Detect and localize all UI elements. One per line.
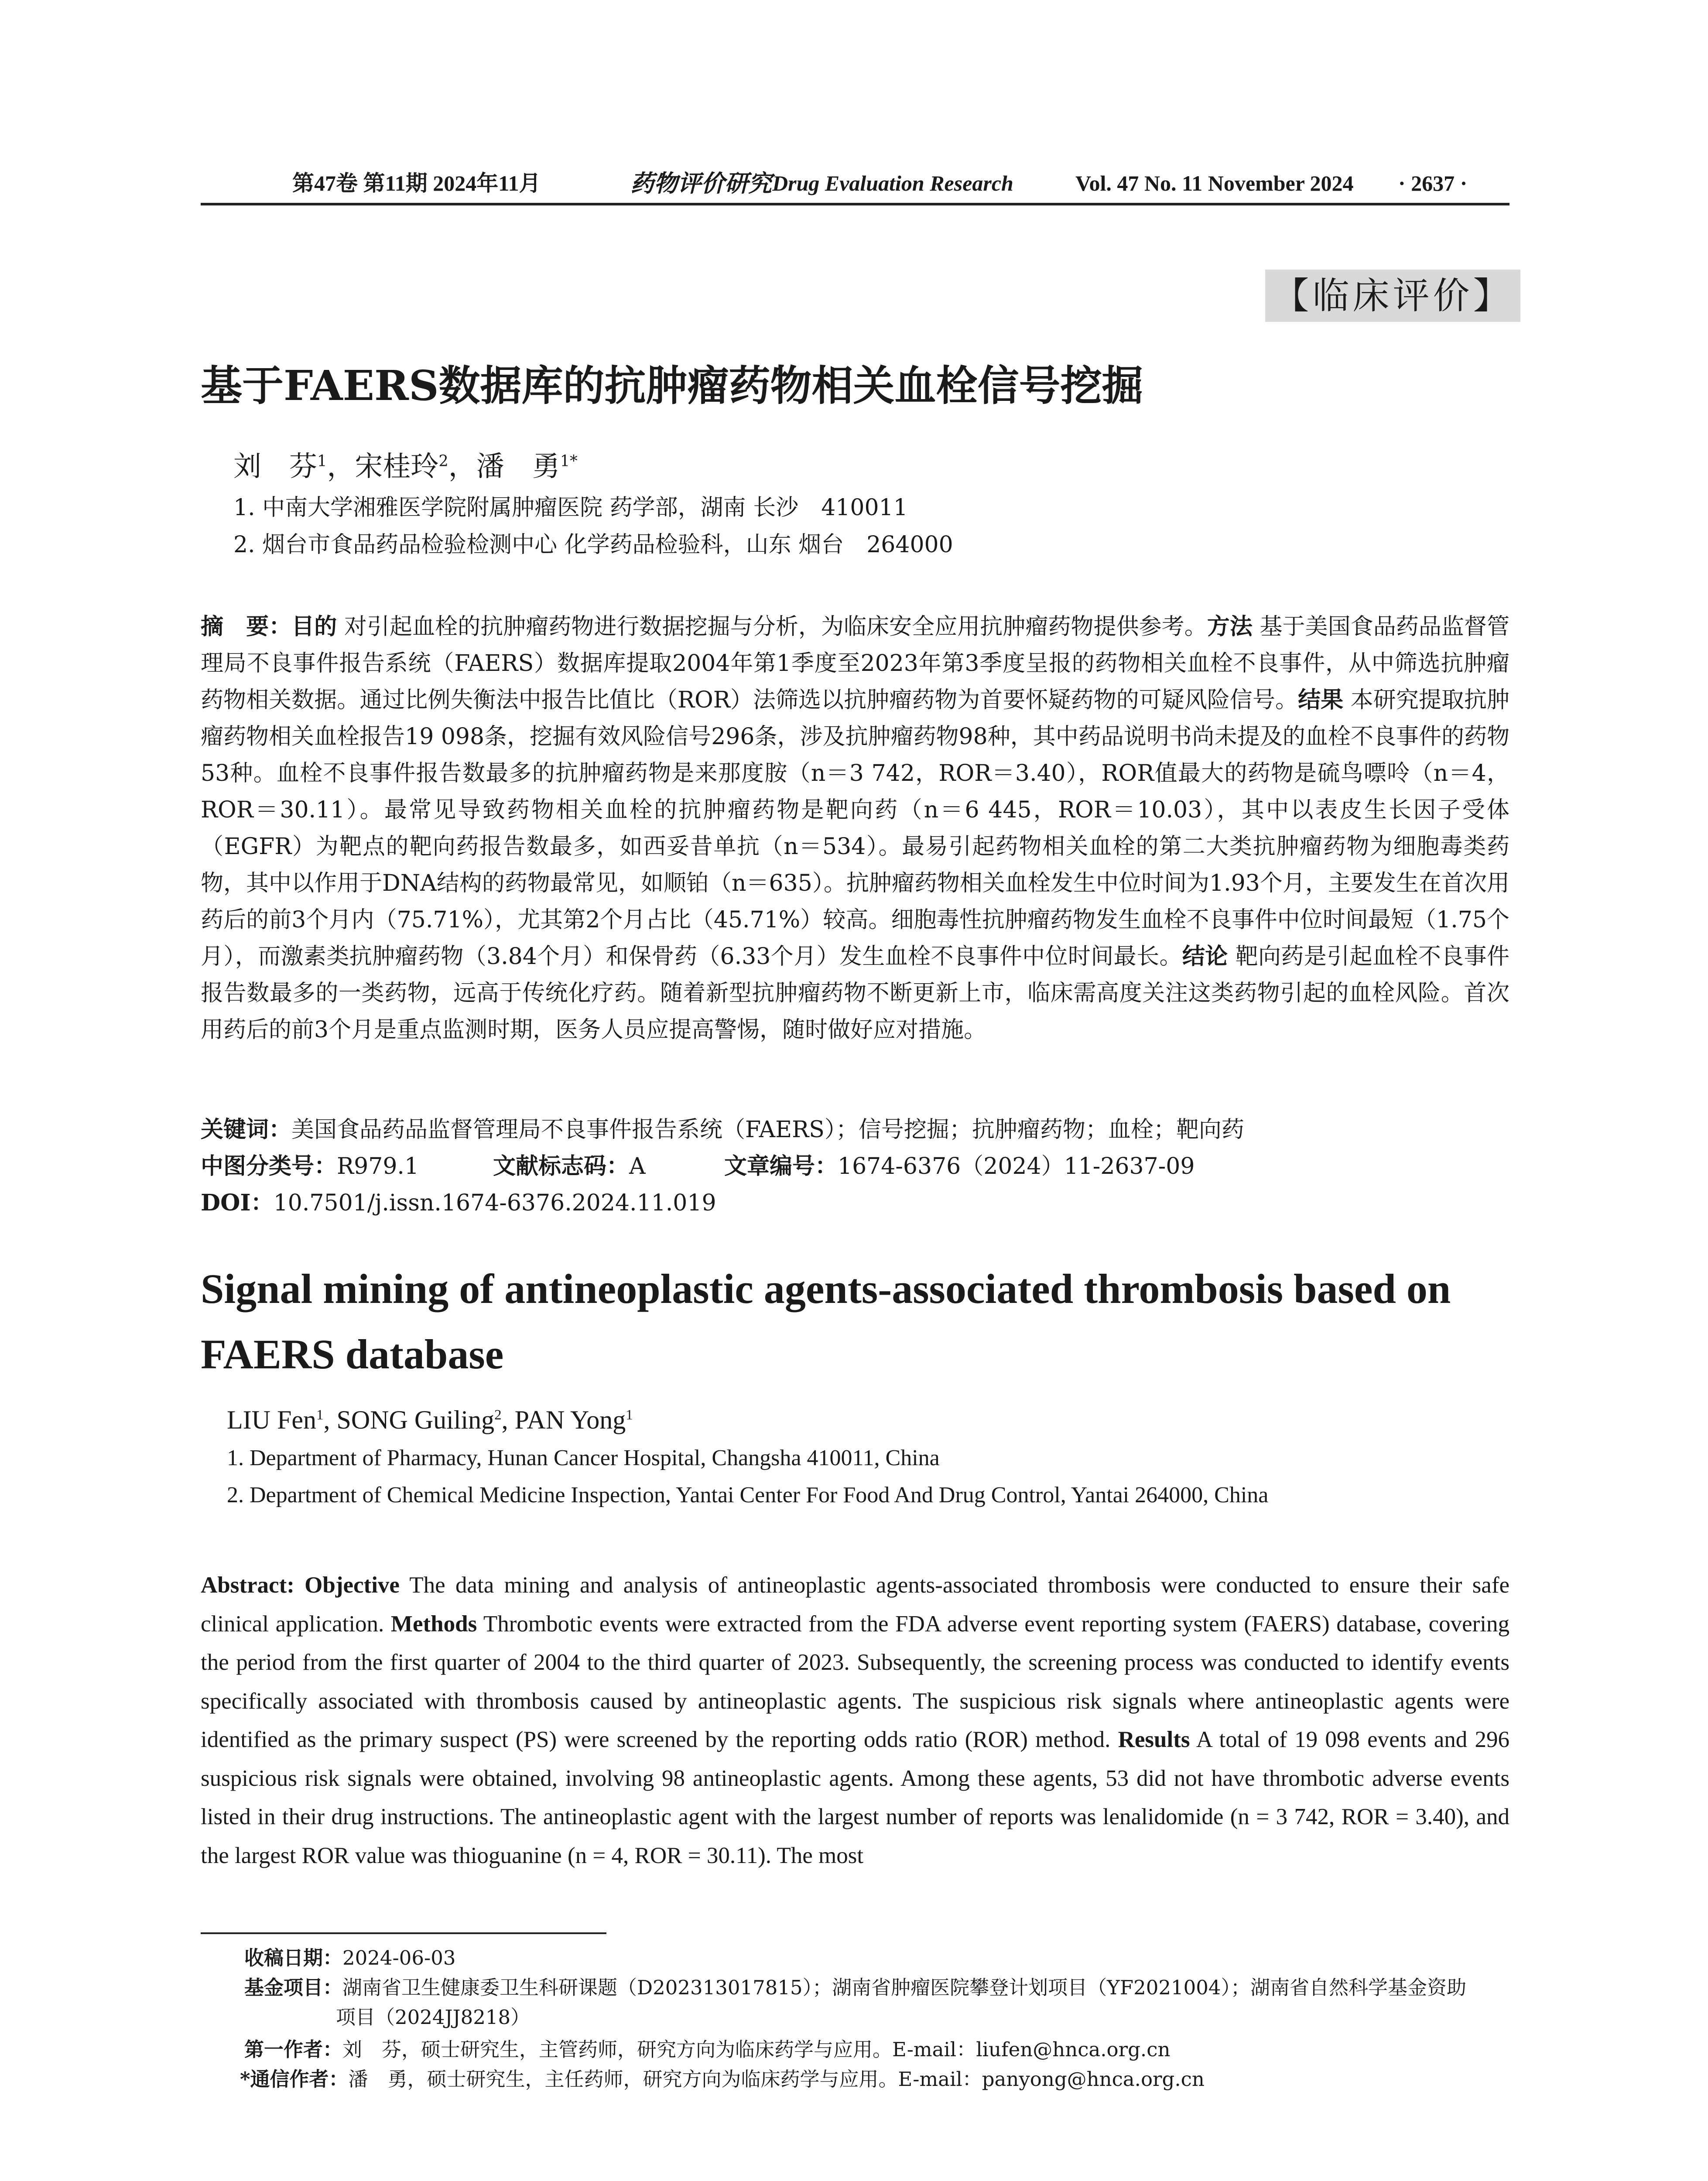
abstract-en-label: Abstract: Objective [201,1573,400,1598]
title-en: Signal mining of antineoplastic agents-associated thrombosis based on FAERS database [201,1265,1451,1378]
first-author-label: 第一作者： [244,2038,343,2061]
keywords-cn [201,1111,1509,1148]
clc-value: R979.1 [337,1153,419,1179]
first-author-text: 刘 芬，硕士研究生，主管药师，研究方向为临床药学与应用。E-mail：liufen@hnca.org.cn [342,2038,1171,2061]
results-label: 结果 [1298,687,1344,713]
footnote-received [244,1943,1509,1973]
abstract-cn [201,608,1509,1048]
doi-label: DOI： [201,1190,274,1216]
abstract-label: 摘 要： [201,613,292,640]
author-en-1: LIU Fen [227,1405,316,1434]
authors-cn [233,447,578,486]
footnote-first-author [244,2035,1509,2065]
conclusion-label: 结论 [1182,943,1228,970]
objective-en-text: The data mining and analysis of antineoplastic agents-associated thrombosis were conducted to ensure their safe clinical application. [201,1573,1509,1637]
received-label: 收稿日期： [244,1946,343,1969]
received-date: 2024-06-03 [342,1946,456,1969]
fund-label: 基金项目： [244,1976,343,1999]
footnote-fund-cont: 项目（2024JJ8218） [336,2006,531,2029]
author-en-2: , SONG Guiling [323,1405,495,1434]
issue-info-en: Vol. 47 No. 11 November 2024 [1075,171,1354,195]
author-1-sup: 1 [317,452,327,470]
affiliation-cn-2: 2. 烟台市食品药品检验检测中心 化学药品检验科，山东 烟台 264000 [233,532,953,558]
keywords-label: 关键词： [201,1116,292,1143]
article-no-value: 1674-6376（2024）11-2637-09 [838,1153,1195,1179]
affiliation-en-2: 2. Department of Chemical Medicine Inspection, Yantai Center For Food And Drug Control, Yantai 264000, China [227,1483,1269,1508]
methods-text: 基于美国食品药品监督管理局不良事件报告系统（FAERS）数据库提取2004年第1季度至2023年第3季度呈报的药物相关血栓不良事件，从中筛选抗肿瘤药物相关数据。通过比例失衡法中报告比值比（ROR）法筛选以抗肿瘤药物为首要怀疑药物的可疑风险信号。 [201,614,1509,713]
author-en-3-sup: 1 [626,1407,633,1423]
methods-en-text: Thrombotic events were extracted from the FDA adverse event reporting system (FAERS) database, covering the period from the first quarter of 2004 to the third quarter of 2023. Subsequently, the screening process was conducted to identify events specifically associated with thrombosis caused by antineoplastic agents. The suspicious risk signals where antineoplastic agents were identified as the primary suspect (PS) were screened by the reporting odds ratio (ROR) method. [201,1611,1509,1752]
header-rule [201,203,1509,205]
section-tag: 【临床评价】 [1265,270,1520,322]
journal-logo: 药物评价研究 [630,169,772,197]
author-2: ，宋桂玲 [327,451,439,483]
conclusion-text: 靶向药是引起血栓不良事件报告数最多的一类药物，远高于传统化疗药。随着新型抗肿瘤药物不断更新上市，临床需高度关注这类药物引起的血栓风险。首次用药后的前3个月是重点监测时期，医务人员应提高警惕，随时做好应对措施。 [201,944,1509,1043]
keywords-text: 美国食品药品监督管理局不良事件报告系统（FAERS）；信号挖掘；抗肿瘤药物；血栓；靶向药 [291,1117,1244,1143]
methods-label: 方法 [1207,613,1253,640]
corresponding-label: *通信作者： [240,2068,349,2091]
issue-info-cn: 第47卷 第11期 2024年11月 [292,171,541,195]
author-2-sup: 2 [438,452,448,470]
results-en-label: Results [1118,1727,1190,1752]
author-en-2-sup: 2 [494,1407,502,1423]
affiliation-en-1: 1. Department of Pharmacy, Hunan Cancer Hospital, Changsha 410011, China [227,1446,940,1470]
corresponding-text: 潘 勇，硕士研究生，主任药师，研究方向为临床药学与应用。E-mail：panyong@hnca.org.cn [348,2068,1205,2091]
objective-label: 目的 [291,613,337,640]
doc-code-label: 文献标志码： [493,1153,630,1179]
doi-line [201,1185,1509,1221]
clc-label: 中图分类号： [201,1153,337,1179]
running-header [201,168,1509,205]
authors-en [227,1400,633,1439]
footnote-rule [201,1932,606,1934]
footnote-corresponding [240,2065,1505,2094]
objective-text: 对引起血栓的抗肿瘤药物进行数据挖掘与分析，为临床安全应用抗肿瘤药物提供参考。 [337,614,1207,640]
author-3: ，潘 勇 [448,451,560,483]
doc-code-value: A [629,1153,646,1179]
page-number: · 2637 · [1398,171,1468,195]
author-en-1-sup: 1 [316,1407,324,1423]
methods-en-label: Methods [390,1611,477,1637]
author-en-3: , PAN Yong [501,1405,626,1434]
article-no-label: 文章编号： [724,1153,838,1179]
fund-text: 湖南省卫生健康委卫生科研课题（D202313017815）；湖南省肿瘤医院攀登计划项目（YF2021004）；湖南省自然科学基金资助 [342,1976,1467,1999]
classification-line [201,1148,1509,1185]
abstract-en [201,1566,1509,1875]
title-cn: 基于FAERS数据库的抗肿瘤药物相关血栓信号挖掘 [201,362,1143,410]
author-3-sup: 1* [560,452,578,470]
results-text: 本研究提取抗肿瘤药物相关血栓报告19 098条，挖掘有效风险信号296条，涉及抗肿瘤药物98种，其中药品说明书尚未提及的血栓不良事件的药物53种。血栓不良事件报告数最多的抗肿瘤药物是来那度胺（n＝3 742，ROR＝3.40），ROR值最大的药物是硫鸟嘌呤（n＝4，ROR＝30.11）。最常见导致药物相关血栓的抗肿瘤药物是靶向药（n＝6 445，ROR＝10.03），其中以表皮生长因子受体（EGFR）为靶点的靶向药报告数最多，如西妥昔单抗（n＝534）。最易引起药物相关血栓的第二大类抗肿瘤药物为细胞毒类药物，其中以作用于DNA结构的药物最常见，如顺铂（n＝635）。抗肿瘤药物相关血栓发生中位时间为1.93个月，主要发生在首次用药后的前3个月内（75.71%），尤其第2个月占比（45.71%）较高。细胞毒性抗肿瘤药物发生血栓不良事件中位时间最短（1.75个月），而激素类抗肿瘤药物（3.84个月）和保骨药（6.33个月）发生血栓不良事件中位时间最长。 [201,687,1510,970]
results-en-text: A total of 19 098 events and 296 suspicious risk signals were obtained, involving 98 antineoplastic agents. Among these agents, 53 did not have thrombotic adverse events listed in their drug instructions. The antineoplastic agent with the largest number of reports was lenalidomide (n = 3 742, ROR = 3.40), and the largest ROR value was thioguanine (n = 4, ROR = 30.11). The most [201,1727,1509,1868]
author-1: 刘 芬 [233,451,317,483]
journal-name-en: Drug Evaluation Research [772,171,1013,195]
affiliation-cn-1: 1. 中南大学湘雅医学院附属肿瘤医院 药学部，湖南 长沙 410011 [233,495,908,521]
footnote-fund [244,1973,1509,2003]
doi-value[interactable]: 10.7501/j.issn.1674-6376.2024.11.019 [273,1190,716,1216]
